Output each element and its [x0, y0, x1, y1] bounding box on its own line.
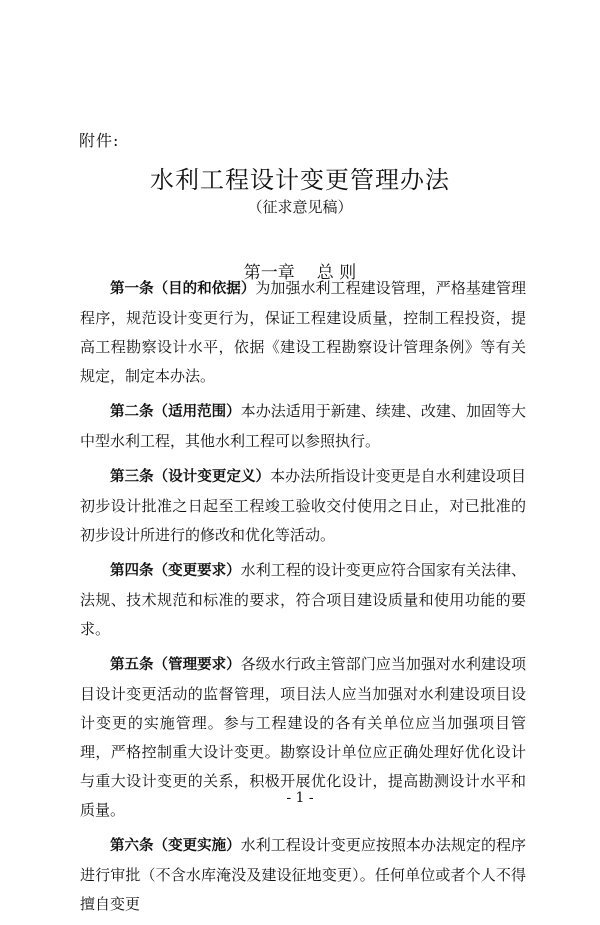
- article-heading: 第六条（变更实施）: [110, 838, 241, 854]
- page-number: - 1 -: [286, 790, 314, 806]
- article-4: [80, 556, 526, 644]
- article-heading: 第三条（设计变更定义）: [110, 469, 271, 485]
- attachment-label: 附件:: [79, 131, 120, 150]
- document-subtitle: （征求意见稿）: [247, 198, 353, 216]
- document-title: 水利工程设计变更管理办法: [150, 166, 450, 194]
- article-text: 本办法所指设计变更是自水利建设项目初步设计批准之日起至工程竣工验收交付使用之日止，对已批准的初步设计所进行的修改和优化等活动。: [80, 467, 526, 544]
- article-heading: 第四条（变更要求）: [110, 563, 241, 579]
- chapter-name: 总 则: [316, 263, 357, 283]
- article-heading: 第二条（适用范围）: [110, 404, 241, 420]
- article-heading: 第五条（管理要求）: [110, 657, 241, 673]
- article-6: [80, 831, 526, 919]
- article-text: 本办法适用于新建、续建、改建、加固等大中型水利工程，其他水利工程可以参照执行。: [80, 402, 526, 450]
- document-body: [80, 274, 526, 925]
- article-text: 为加强水利工程建设管理，严格基建管理程序，规范设计变更行为，保证工程建设质量，控制工程投资，提高工程勘察设计水平，依据《建设工程勘察设计管理条例》等有关规定，制定本办法。: [80, 279, 526, 385]
- article-text: 水利工程设计变更应按照本办法规定的程序进行审批（不含水库淹没及建设征地变更）。任何单位或者个人不得擅自变更: [80, 836, 526, 913]
- article-3: [80, 462, 526, 550]
- article-2: [80, 397, 526, 456]
- chapter-number: 第一章: [243, 263, 295, 283]
- article-text: 各级水行政主管部门应当加强对水利建设项目设计变更活动的监督管理，项目法人应当加强对水利建设项目设计变更的实施管理。参与工程建设的各有关单位应当加强项目管理，严格控制重大设计变更。勘察设计单位应正确处理好优化设计与重大设计变更的关系，积极开展优化设计，提高勘测设计水平和质量。: [80, 655, 526, 819]
- article-text: 水利工程的设计变更应符合国家有关法律、法规、技术规范和标准的要求，符合项目建设质量和使用功能的要求。: [80, 561, 526, 638]
- article-heading: 第一条（目的和依据）: [110, 281, 256, 297]
- article-1: [80, 274, 526, 391]
